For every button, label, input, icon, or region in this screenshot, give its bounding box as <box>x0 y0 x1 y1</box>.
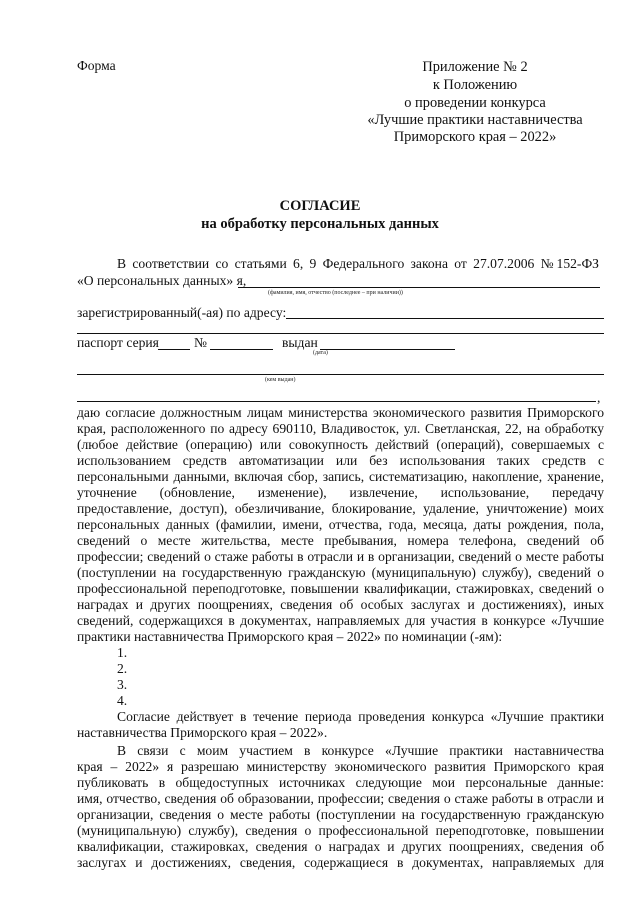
issuer-underline-2[interactable] <box>77 401 596 402</box>
intro-line-1: В соответствии со статьями 6, 9 Федерального закона от 27.07.2006 №152-ФЗ <box>117 256 599 271</box>
validity-line-1: Согласие действует в течение периода проведения конкурса «Лучшие практики <box>117 709 604 724</box>
consent-line-10: профессии; сведений о стаже работы в отрасли и в организации, сведений о месте работы <box>77 549 604 564</box>
form-label: Форма <box>77 58 116 73</box>
validity-line-2: наставничества Приморского края – 2022». <box>77 725 328 740</box>
appendix-line-3: о проведении конкурса <box>404 95 546 111</box>
passport-series-underline[interactable] <box>158 349 190 350</box>
consent-line-14: сведений, содержащихся в документах, направляемых для участия в конкурсе «Лучшие <box>77 613 604 628</box>
nomination-item-2: 2. <box>117 661 128 676</box>
appendix-line-2: к Положению <box>432 77 518 93</box>
nomination-item-4: 4. <box>117 693 128 708</box>
intro-line-2-prefix: «О персональных данных» я, <box>77 273 247 288</box>
passport-date-underline[interactable] <box>320 349 455 350</box>
appendix-line-1: Приложение № 2 <box>422 59 528 75</box>
publish-line-6: (муниципальную) службу), сведения о профессиональной переподготовке, повышении <box>77 823 604 838</box>
publish-line-3: публиковать в общедоступных источниках следующие мои персональные данные: <box>77 775 604 790</box>
appendix-line-5: Приморского края – 2022» <box>393 129 557 145</box>
consent-line-2: края, расположенного по адресу 690110, Владивосток, ул. Светланская, 22, на обработку <box>77 421 604 436</box>
nomination-item-3: 3. <box>117 677 128 692</box>
passport-issued-label: выдан <box>282 335 318 350</box>
address-underline-1[interactable] <box>286 318 604 319</box>
passport-date-hint: (дата) <box>313 350 328 356</box>
publish-line-1: В связи с моим участием в конкурсе «Лучшие практики наставничества <box>117 743 604 758</box>
consent-line-3: (любое действие (операцию) или совокупность действий (операций), совершаемых с <box>77 437 604 452</box>
document-title: СОГЛАСИЕ <box>279 198 361 214</box>
passport-number-label: № <box>194 335 207 350</box>
consent-line-7: предоставление, доступ), обезличивание, блокирование, удаление, уничтожение) моих <box>77 501 604 516</box>
address-label: зарегистрированный(-ая) по адресу: <box>77 305 287 320</box>
consent-line-1: даю согласие должностным лицам министерства экономического развития Приморского <box>77 405 604 420</box>
address-underline-2[interactable] <box>77 333 604 334</box>
name-hint: (фамилия, имя, отчество (последнее – при наличии)) <box>268 290 403 296</box>
issuer-comma: , <box>597 390 601 405</box>
issuer-underline-1[interactable] <box>77 374 604 375</box>
consent-line-9: сведений о месте жительства, месте пребывания, номера телефона, сведений об <box>77 533 604 548</box>
publish-line-7: квалификации, стажировках, сведения о наградах и других поощрениях, сведения об <box>77 839 604 854</box>
consent-line-4: использованием средств автоматизации или без использования таких средств с <box>77 453 604 468</box>
consent-line-6: уточнение (обновление, изменение), извлечение, использование, передачу <box>77 485 604 500</box>
consent-line-5: персональными данными, включая сбор, запись, систематизацию, накопление, хранение, <box>77 469 604 484</box>
consent-line-13: наградах и других поощрениях, сведения об особых заслугах и достижениях), иных <box>77 597 604 612</box>
consent-line-8: персональных данных (фамилии, имени, отчества, года, месяца, даты рождения, пола, <box>77 517 604 532</box>
publish-line-2: края – 2022» я разрешаю министерству экономического развития Приморского края <box>77 759 604 774</box>
document-subtitle: на обработку персональных данных <box>201 216 439 232</box>
publish-line-5: организации, сведения о месте работы (поступлении на государственную гражданскую <box>77 807 604 822</box>
consent-line-11: (поступлении на государственную гражданскую (муниципальную) службу), сведений о <box>77 565 604 580</box>
nomination-item-1: 1. <box>117 645 128 660</box>
passport-series-label: паспорт серия <box>77 335 159 350</box>
appendix-line-4: «Лучшие практики наставничества <box>367 112 583 128</box>
publish-line-4: имя, отчество, сведения об образовании, профессии; сведения о стаже работы в отрасли и <box>77 791 604 806</box>
issuer-hint: (кем выдан) <box>265 377 296 383</box>
publish-line-8: заслугах и достижениях, сведения, содержащиеся в документах, направляемых для <box>77 855 604 870</box>
consent-line-15: практики наставничества Приморского края – 2022» по номинации (-ям): <box>77 629 503 644</box>
passport-number-underline[interactable] <box>210 349 273 350</box>
consent-line-12: профессиональной переподготовке, повышении квалификации, стажировках, сведений о <box>77 581 604 596</box>
name-underline[interactable] <box>238 287 600 288</box>
